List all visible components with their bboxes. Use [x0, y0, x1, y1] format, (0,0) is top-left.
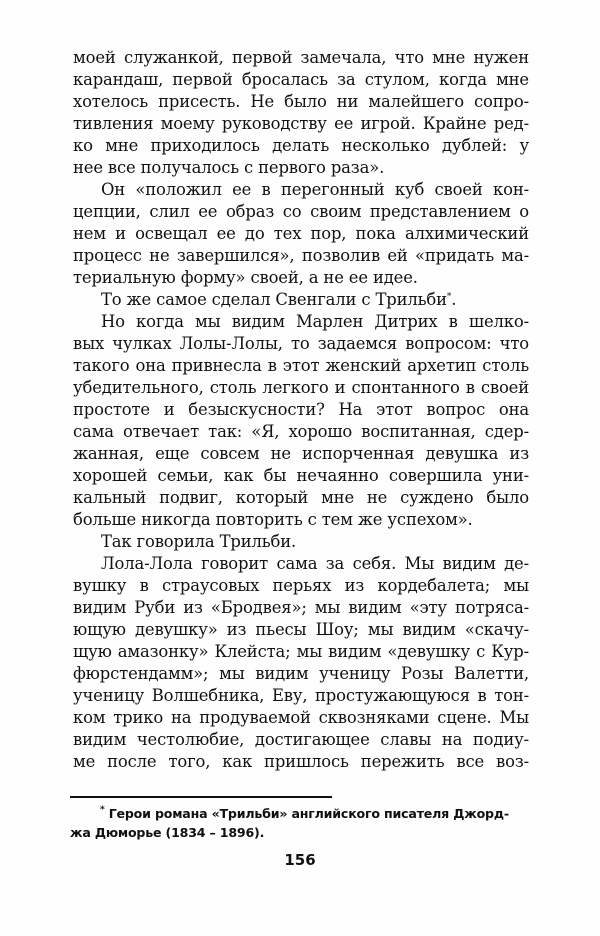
- text-line: Лола-Лола говорит сама за себя. Мы видим де-: [101, 554, 529, 573]
- text-line: Так говорила Трильби.: [101, 532, 297, 551]
- paragraph: [73, 179, 529, 289]
- text-line: карандаш, первой бросалась за стулом, когда мне: [73, 70, 529, 89]
- text-line: фюрстендамм»; мы видим ученицу Розы Валетти,: [73, 664, 529, 683]
- text-line: процесс не завершился», позволив ей «придать ма-: [73, 246, 529, 265]
- text-line: Но когда мы видим Марлен Дитрих в шелко-: [101, 312, 529, 331]
- text-run: То же самое сделал Свенгали с Трильби: [101, 290, 447, 309]
- text-line: Он «положил ее в перегонный куб своей кон-: [101, 180, 529, 199]
- text-line: кальный подвиг, который мне не суждено было: [73, 488, 529, 507]
- paragraph: [73, 531, 529, 553]
- footnote: [70, 804, 530, 842]
- paragraph: [73, 47, 529, 179]
- text-line: ком трико на продуваемой сквозняками сцене. Мы: [73, 708, 529, 727]
- text-line: щую амазонку» Клейста; мы видим «девушку с Кур-: [73, 642, 529, 661]
- text-run: .: [451, 290, 457, 309]
- footnote-divider: [70, 796, 332, 798]
- text-line: видим Руби из «Бродвея»; мы видим «эту потряса-: [73, 598, 529, 617]
- text-line: ко мне приходилось делать несколько дублей: у: [73, 136, 529, 155]
- text-line: хорошей семьи, как бы нечаянно совершила уни-: [73, 466, 529, 485]
- text-line: простоте и безыскусности? На этот вопрос она: [73, 400, 529, 419]
- text-line: такого она привнесла в этот женский архетип столь: [73, 356, 529, 375]
- text-line: больше никогда повторить с тем же успехом».: [73, 510, 473, 529]
- paragraph: [73, 289, 529, 311]
- text-line: нее все получалось с первого раза».: [73, 158, 385, 177]
- page-number: 156: [284, 851, 316, 869]
- paragraph: [73, 311, 529, 531]
- text-line: убедительного, столь легкого и спонтанного в своей: [73, 378, 529, 397]
- text-line: жанная, еще совсем не испорченная девушка из: [73, 444, 529, 463]
- text-run: Герои романа «Трильби» английского писателя Джорд-: [108, 806, 509, 821]
- text-line: сама отвечает так: «Я, хорошо воспитанная, сдер-: [73, 422, 529, 441]
- text-line: териальную форму» своей, а не ее идее.: [73, 268, 418, 287]
- text-line: тивления моему руководству ее игрой. Крайне ред-: [73, 114, 529, 133]
- footnote-line: [70, 804, 530, 823]
- text-line: ученицу Волшебника, Еву, простужающуюся в тон-: [73, 686, 529, 705]
- text-line: вых чулках Лолы-Лолы, то задаемся вопросом: что: [73, 334, 529, 353]
- text-line: хотелось присесть. Не было ни малейшего сопро-: [73, 92, 529, 111]
- body-text: [73, 47, 529, 773]
- footnote-marker: *: [446, 292, 452, 302]
- footnote-marker: *: [100, 805, 105, 815]
- text-line: [73, 289, 529, 311]
- text-line: ме после того, как пришлось пережить все воз-: [73, 752, 529, 771]
- text-line: нем и освещал ее до тех пор, пока алхимический: [73, 224, 529, 243]
- text-line: вушку в страусовых перьях из кордебалета; мы: [73, 576, 529, 595]
- text-line: ющую девушку» из пьесы Шоу; мы видим «скачу-: [73, 620, 529, 639]
- paragraph: [73, 553, 529, 773]
- text-line: моей служанкой, первой замечала, что мне нужен: [73, 48, 529, 67]
- text-line: цепции, слил ее образ со своим представлением о: [73, 202, 529, 221]
- text-line: видим честолюбие, достигающее славы на подиу-: [73, 730, 529, 749]
- footnote-line: жа Дюморье (1834 – 1896).: [70, 825, 265, 840]
